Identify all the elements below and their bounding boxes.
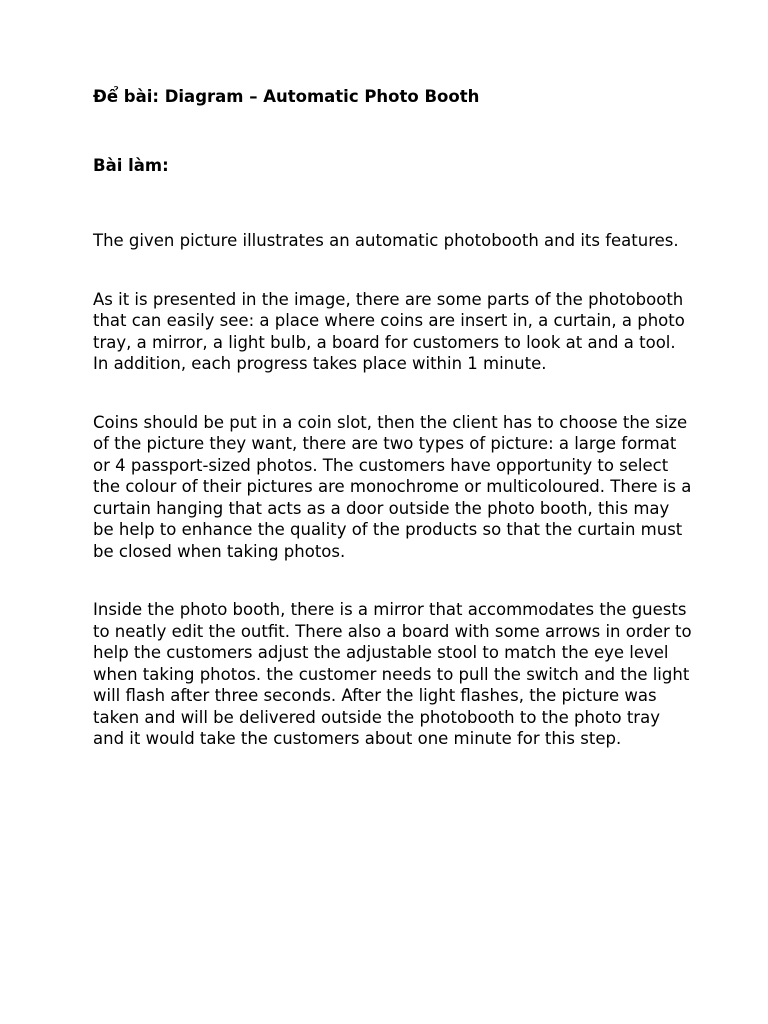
paragraph-outside: Coins should be put in a coin slot, then the client has to choose the size of the picture they want, there are two types of picture: a large format or 4 passport-sized photos. The customers have opportunity to select the colour of their pictures are monochrome or multicoloured. There is a curtain hanging that acts as a door outside the photo booth, this may be help to enhance the quality of the products so that the curtain must be closed when taking photos.: [93, 412, 692, 561]
document-title: Để bài: Diagram – Automatic Photo Booth: [93, 87, 480, 106]
paragraph-inside: Inside the photo booth, there is a mirror that accommodates the guests to neatly edit the outfit. There also a board with some arrows in order to help the customers adjust the adjustable stool to match the eye level when taking photos. the customer needs to pull the switch and the light will flash after three seconds. After the light flashes, the picture was taken and will be delivered outside the photobooth to the photo tray and it would take the customers about one minute for this step.: [93, 600, 692, 748]
document-body: [93, 86, 693, 787]
document-subtitle: Bài làm:: [93, 155, 169, 175]
paragraph-intro: The given picture illustrates an automatic photobooth and its features.: [93, 231, 679, 250]
paragraph-overview: As it is presented in the image, there are some parts of the photobooth that can easily see: a place where coins are insert in, a curtain, a photo tray, a mirror, a light bulb, a board for customers to look at and a tool. In addition, each progress takes place within 1 minute.: [93, 289, 685, 373]
